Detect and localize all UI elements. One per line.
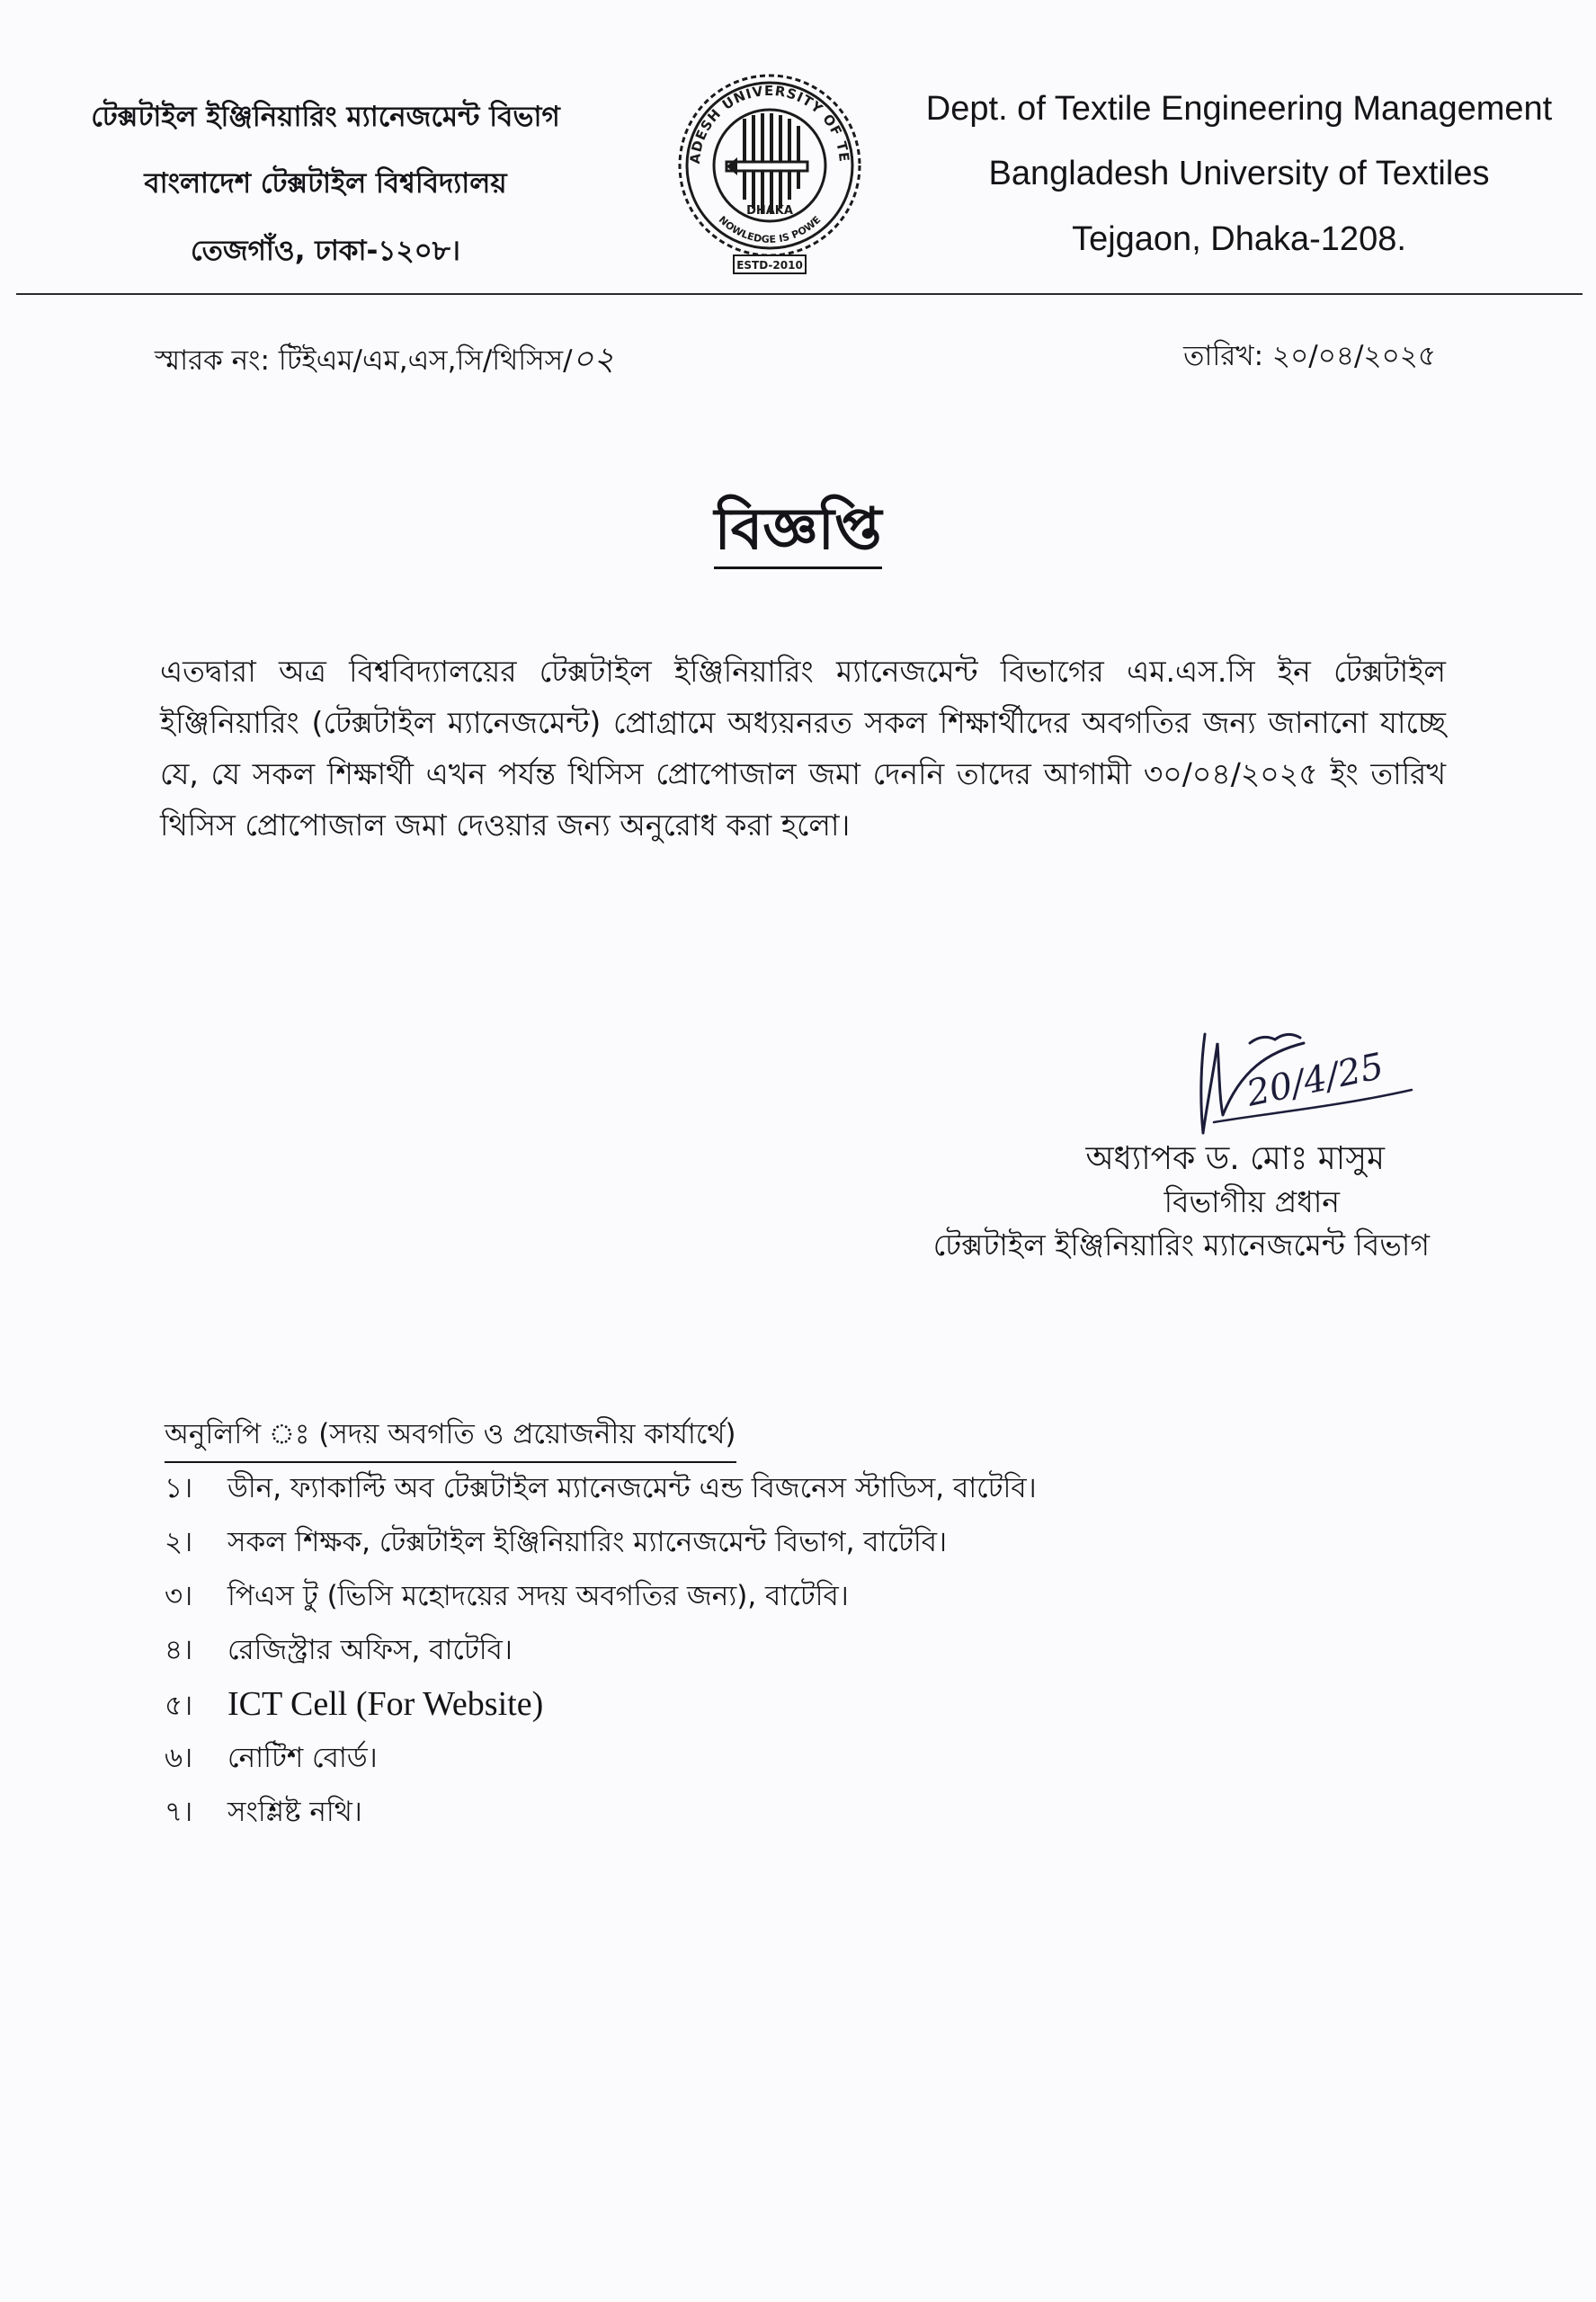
list-item: ৪। রেজিস্ট্রার অফিস, বাটেবি।	[165, 1634, 513, 1666]
signature	[1187, 1016, 1421, 1151]
header-divider	[16, 293, 1583, 295]
header-bn-address: তেজগাঁও, ঢাকা-১২০৮।	[191, 235, 460, 267]
notice-title-text: বিজ্ঞপ্তি	[714, 496, 881, 569]
handwritten-signature-icon	[1187, 1016, 1421, 1151]
memo-date: তারিখ: ২০/০৪/২০২৫	[1183, 340, 1436, 372]
logo-ring-text: ADESH UNIVERSITY OF TE	[686, 82, 853, 165]
signatory-department: টেক্সটাইল ইঞ্জিনিয়ারিং ম্যানেজমেন্ট বিভাগ	[932, 1227, 1430, 1263]
list-item: ৭। সংশ্লিষ্ট নথি।	[165, 1796, 362, 1828]
header-en-dept: Dept. of Textile Engineering Management	[925, 90, 1553, 128]
notice-title	[0, 486, 1596, 582]
signature-date: 20/4/25	[1243, 1045, 1387, 1115]
logo-motto: NOWLEDGE IS POWE	[716, 213, 824, 245]
signature-block	[933, 1138, 1430, 1267]
logo-city: DHAKA	[746, 204, 793, 218]
copy-to-heading: অনুলিপি ঃ (সদয় অবগতি ও প্রয়োজনীয় কার্যার্থে)	[165, 1413, 736, 1463]
university-seal-icon	[673, 65, 867, 281]
header-bn-dept: টেক্সটাইল ইঞ্জিনিয়ারিং ম্যানেজমেন্ট বিভাগ	[91, 101, 560, 133]
memo-ref-number: ০২	[572, 341, 615, 378]
header-en-university: Bangladesh University of Textiles	[988, 155, 1490, 192]
memo-ref-label: স্মারক নং: টিইএম/এম,এস,সি/থিসিস/	[155, 344, 573, 377]
copy-to-list	[165, 1461, 1037, 1839]
notice-body: এতদ্বারা অত্র বিশ্ববিদ্যালয়ের টেক্সটাইল ইঞ্জিনিয়ারিং ম্যানেজমেন্ট বিভাগের এম.এস.সি ইন টেক্সটাইল ইঞ্জিনিয়ারিং (টেক্সটাইল ম্যানেজমেন্ট) প্রোগ্রামে অধ্যয়নরত সকল শিক্ষার্থীদের অবগতির জন্য জানানো যাচ্ছে যে, যে সকল শিক্ষার্থী এখন পর্যন্ত থিসিস প্রোপোজাল জমা দেননি তাদের আগামী ৩০/০৪/২০২৫ ইং তারিখ থিসিস প্রোপোজাল জমা দেওয়ার জন্য অনুরোধ করা হলো।	[160, 654, 1446, 843]
list-item: ৬। নোটিশ বোর্ড।	[165, 1742, 378, 1774]
list-item: ৫। ICT Cell (For Website)	[165, 1685, 544, 1723]
signatory-designation: বিভাগীয় প্রধান	[1164, 1184, 1340, 1219]
signatory-name: অধ্যাপক ড. মোঃ মাসুম	[1085, 1140, 1385, 1177]
header-bn-university: বাংলাদেশ টেক্সটাইল বিশ্ববিদ্যালয়	[144, 167, 507, 200]
memo-reference	[155, 335, 614, 388]
header-en-address: Tejgaon, Dhaka-1208.	[1072, 220, 1406, 258]
list-item: ২। সকল শিক্ষক, টেক্সটাইল ইঞ্জিনিয়ারিং ম্যানেজমেন্ট বিভাগ, বাটেবি।	[165, 1526, 948, 1558]
list-item: ১। ডীন, ফ্যাকাল্টি অব টেক্সটাইল ম্যানেজমেন্ট এন্ড বিজনেস স্টাডিস, বাটেবি।	[165, 1472, 1037, 1504]
university-logo	[673, 65, 867, 281]
list-item: ৩। পিএস টু (ভিসি মহোদয়ের সদয় অবগতির জন্য), বাটেবি।	[165, 1580, 849, 1612]
logo-established: ESTD-2010	[736, 259, 803, 272]
